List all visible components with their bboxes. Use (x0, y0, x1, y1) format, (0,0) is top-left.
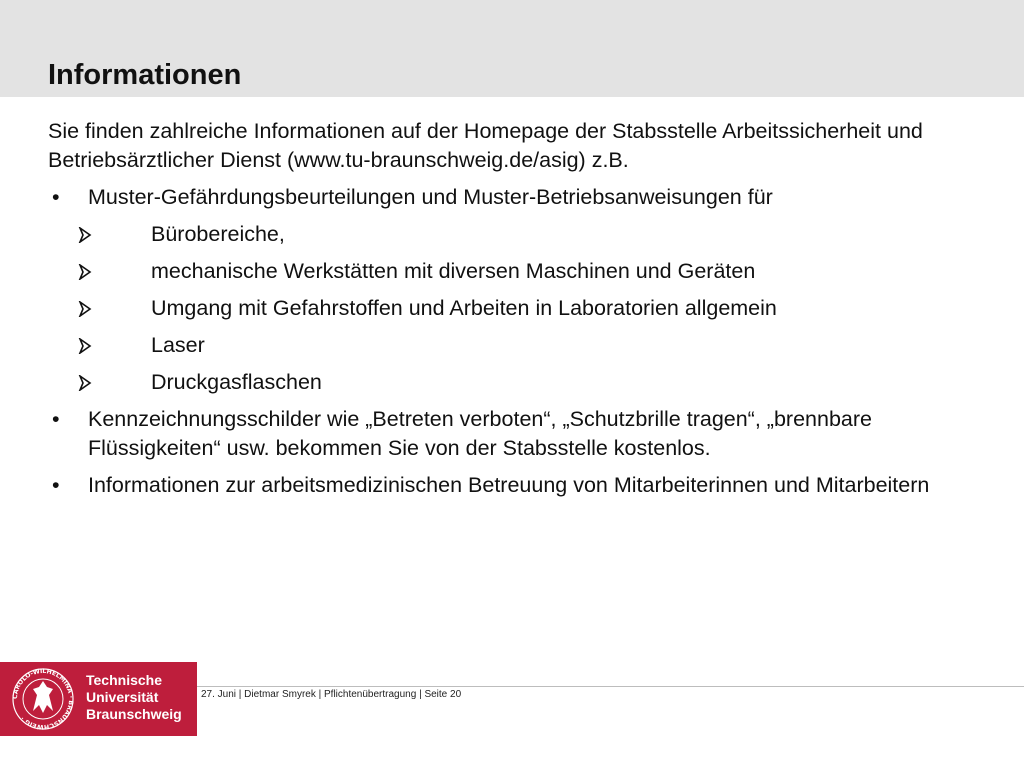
arrow-bullet-icon (78, 375, 92, 391)
arrow-bullet-icon (78, 301, 92, 317)
bullet-text: Informationen zur arbeitsmedizinischen Betreuung von Mitarbeiterinnen und Mitarbeitern (88, 473, 930, 497)
bullet-list (48, 183, 978, 500)
intro-text: Sie finden zahlreiche Informationen auf der Homepage der Stabsstelle Arbeitssicherheit und Betriebsärztlicher Dienst (www.tu-braunschweig.de/asig) z.B. (48, 119, 923, 172)
sub-item-text: Bürobereiche, (151, 222, 285, 246)
seal-text: CAROLO-WILHELMINA · BRAUNSCHWEIG · (11, 667, 75, 731)
bullet-item (48, 405, 978, 463)
sub-item-text: Umgang mit Gefahrstoffen und Arbeiten in Laboratorien allgemein (151, 296, 777, 320)
sub-item (48, 331, 978, 360)
sub-item (48, 220, 978, 249)
sub-item-text: Laser (151, 333, 205, 357)
slide-title: Informationen (48, 59, 242, 91)
bullet-text: Kennzeichnungsschilder wie „Betreten verboten“, „Schutzbrille tragen“, „brennbare Flüssigkeiten“ usw. bekommen Sie von der Stabsstelle kostenlos. (88, 407, 872, 460)
bullet-text: Muster-Gefährdungsbeurteilungen und Muster-Betriebsanweisungen für (88, 185, 773, 209)
arrow-bullet-icon (78, 338, 92, 354)
sub-item (48, 294, 978, 323)
bullet-item (48, 183, 978, 397)
arrow-bullet-icon (78, 264, 92, 280)
sub-list (88, 220, 978, 397)
bullet-item (48, 471, 978, 500)
footer-slide-info: 27. Juni | Dietmar Smyrek | Pflichtenübertragung | Seite 20 (201, 689, 462, 700)
slide-content (48, 117, 978, 508)
university-logo (0, 662, 197, 736)
arrow-bullet-icon (78, 227, 92, 243)
bullet-dot-icon: • (52, 473, 60, 497)
sub-item (48, 368, 978, 397)
university-name: Technische Universität Braunschweig (86, 672, 182, 722)
sub-item-text: mechanische Werkstätten mit diversen Maschinen und Geräten (151, 259, 756, 283)
bullet-dot-icon: • (52, 185, 60, 209)
university-seal-icon (11, 667, 75, 731)
bullet-dot-icon: • (52, 407, 60, 431)
footer-divider (197, 686, 1024, 687)
sub-item (48, 257, 978, 286)
sub-item-text: Druckgasflaschen (151, 370, 322, 394)
